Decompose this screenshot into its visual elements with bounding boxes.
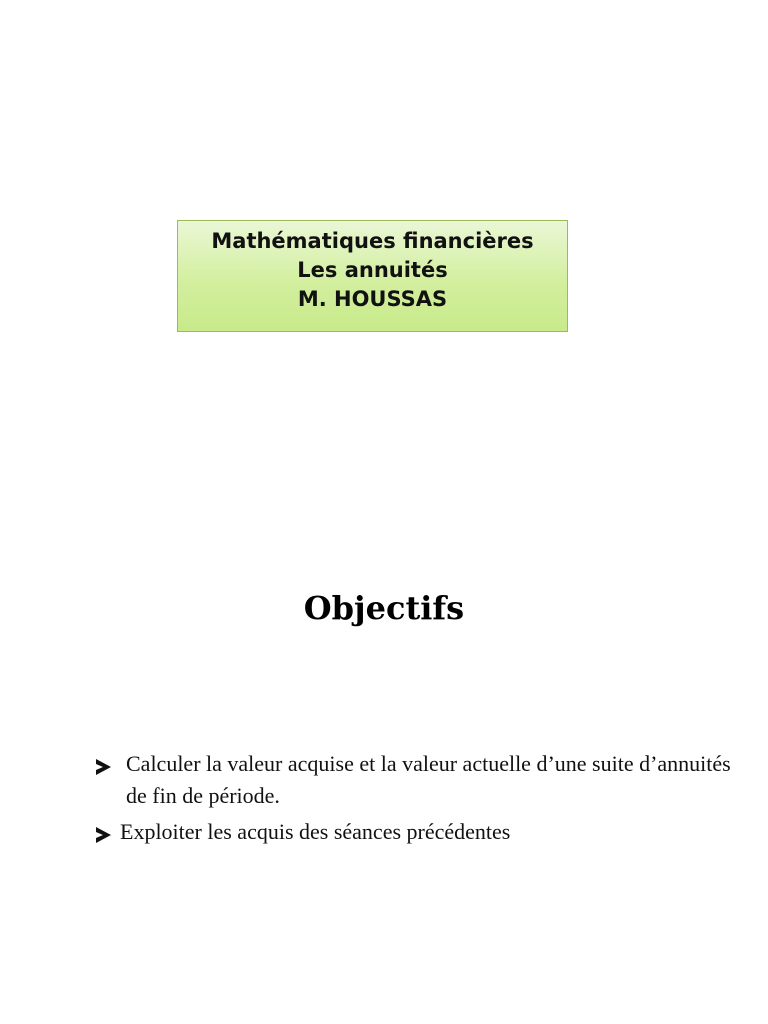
title-box — [177, 220, 568, 332]
arrowhead-bullet-icon — [96, 759, 111, 775]
chapter-title: Les annuités — [297, 258, 448, 282]
objective-text: Exploiter les acquis des séances précédentes — [120, 819, 511, 844]
author-name: M. HOUSSAS — [297, 287, 448, 311]
list-item — [96, 816, 736, 848]
arrowhead-bullet-icon — [96, 827, 111, 843]
list-item — [96, 748, 736, 812]
objective-text: Calculer la valeur acquise et la valeur actuelle d’une suite d’annuités de fin de période. — [126, 751, 731, 808]
objectives-heading: Objectifs — [303, 589, 465, 627]
course-title: Mathématiques financières — [211, 229, 534, 253]
objectives-list — [96, 748, 736, 852]
